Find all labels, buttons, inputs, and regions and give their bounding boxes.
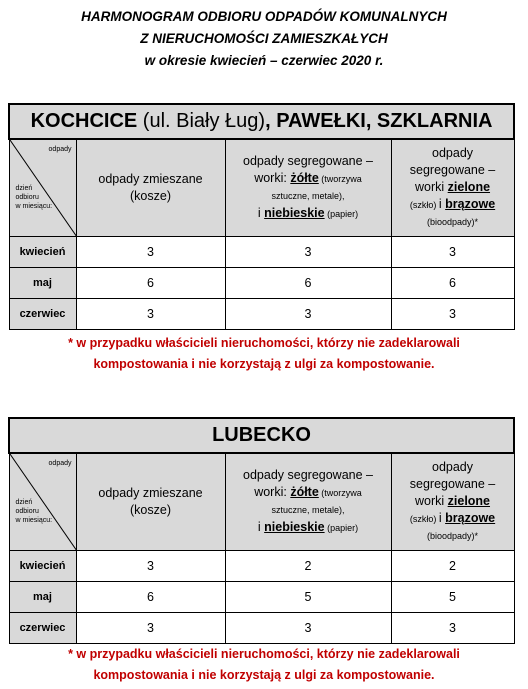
bio-value: 3: [391, 236, 514, 267]
month-label: czerwiec: [9, 298, 76, 329]
corner-header-cell: [9, 453, 76, 550]
month-label: kwiecień: [9, 236, 76, 267]
corner-label-waste: odpady: [48, 460, 72, 467]
corner-label-waste: odpady: [48, 146, 72, 153]
segregated-value: 2: [225, 550, 391, 581]
header-mixed-waste: odpady zmieszane (kosze): [76, 453, 225, 550]
header-segregated-waste: odpady segregowane – worki: żółte (tworzywa sztuczne, metale), i niebieskie (papier): [225, 453, 391, 550]
table-title: LUBECKO: [9, 418, 514, 453]
mixed-value: 6: [76, 581, 225, 612]
corner-label-day: dzień odbioru w miesiącu:: [15, 499, 53, 524]
header-line-1: HARMONOGRAM ODBIORU ODPADÓW KOMUNALNYCH: [81, 9, 447, 24]
mixed-value: 3: [76, 236, 225, 267]
segregated-value: 6: [225, 267, 391, 298]
mixed-value: 3: [76, 550, 225, 581]
segregated-value: 5: [225, 581, 391, 612]
segregated-value: 3: [225, 612, 391, 643]
month-label: maj: [9, 581, 76, 612]
bio-value: 5: [391, 581, 514, 612]
table-title: KOCHCICE (ul. Biały Ług), PAWEŁKI, SZKLARNIA: [9, 104, 514, 139]
mixed-value: 3: [76, 298, 225, 329]
header-mixed-waste: odpady zmieszane (kosze): [76, 139, 225, 236]
month-label: kwiecień: [9, 550, 76, 581]
footnote-2: * w przypadku właścicieli nieruchomości, którzy nie zadeklarowali kompostowania i nie korzystają z ulgi za kompostowanie.: [68, 647, 460, 682]
segregated-value: 3: [225, 298, 391, 329]
month-label: maj: [9, 267, 76, 298]
header-line-2: Z NIERUCHOMOŚCI ZAMIESZKAŁYCH: [140, 31, 388, 46]
bio-value: 2: [391, 550, 514, 581]
schedule-table-kochcice: [8, 103, 515, 330]
mixed-value: 6: [76, 267, 225, 298]
segregated-value: 3: [225, 236, 391, 267]
header-segregated-waste: odpady segregowane – worki: żółte (tworzywa sztuczne, metale), i niebieskie (papier): [225, 139, 391, 236]
month-label: czerwiec: [9, 612, 76, 643]
corner-header-cell: [9, 139, 76, 236]
bio-value: 6: [391, 267, 514, 298]
corner-label-day: dzień odbioru w miesiącu:: [15, 185, 53, 210]
table-row: [9, 581, 514, 612]
table-row: [9, 550, 514, 581]
bio-value: 3: [391, 298, 514, 329]
header-line-3: w okresie kwiecień – czerwiec 2020 r.: [144, 53, 384, 68]
bio-value: 3: [391, 612, 514, 643]
table-row: [9, 298, 514, 329]
document-header: [0, 6, 528, 72]
header-glass-bio-waste: odpady segregowane – worki zielone (szkło) i brązowe (bioodpady)*: [391, 139, 514, 236]
schedule-table-lubecko: [8, 417, 515, 644]
table-row: [9, 612, 514, 643]
table-row: [9, 267, 514, 298]
header-glass-bio-waste: odpady segregowane – worki zielone (szkło) i brązowe (bioodpady)*: [391, 453, 514, 550]
mixed-value: 3: [76, 612, 225, 643]
table-row: [9, 236, 514, 267]
footnote-1: * w przypadku właścicieli nieruchomości, którzy nie zadeklarowali kompostowania i nie korzystają z ulgi za kompostowanie.: [68, 336, 460, 371]
